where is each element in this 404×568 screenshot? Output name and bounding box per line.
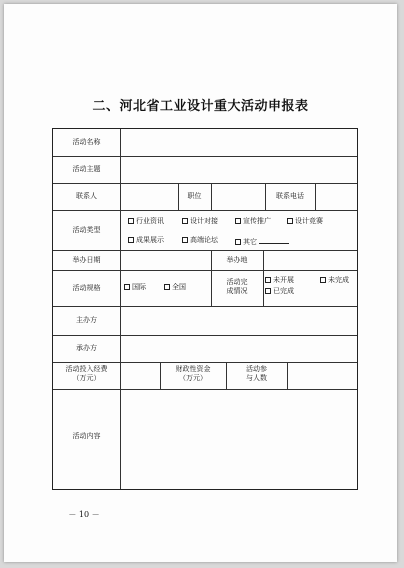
row-divider — [53, 183, 357, 184]
fiscal-funds-label-line1: 财政性资金 — [175, 365, 211, 373]
type-option-promotion[interactable]: 宣传推广 — [235, 217, 271, 226]
column-divider — [263, 250, 264, 306]
status-option-not-started[interactable]: 未开展 — [265, 276, 294, 285]
checkbox-icon — [182, 218, 188, 224]
status-label-line1: 活动完 — [226, 278, 248, 286]
other-blank-line[interactable] — [259, 236, 289, 244]
type-option-design-matching[interactable]: 设计对接 — [182, 217, 218, 226]
type-option-industry-info[interactable]: 行业资讯 — [128, 217, 164, 226]
organizer-label: 承办方 — [76, 344, 97, 352]
document-page — [4, 4, 397, 562]
type-option-achievement-display[interactable]: 成果展示 — [128, 236, 164, 245]
scale-option-international[interactable]: 国际 — [124, 283, 146, 292]
checkbox-icon — [235, 218, 241, 224]
checkbox-icon — [128, 218, 134, 224]
row-divider — [53, 335, 357, 336]
checkbox-icon — [320, 277, 326, 283]
venue-label: 举办地 — [226, 256, 248, 264]
row-divider — [53, 389, 357, 390]
contact-label: 联系人 — [76, 192, 97, 200]
investment-label-line1: 活动投入经费 — [65, 365, 108, 373]
row-divider — [53, 270, 357, 271]
type-option-design-competition[interactable]: 设计竞赛 — [287, 217, 323, 226]
checkbox-icon — [164, 284, 170, 290]
host-label: 主办方 — [76, 316, 97, 324]
participants-label-line1: 活动参 — [246, 365, 267, 373]
application-form-table — [52, 128, 358, 490]
participants-label-line2: 与人数 — [246, 374, 267, 382]
activity-name-label: 活动名称 — [72, 138, 101, 146]
activity-theme-label: 活动主题 — [72, 165, 101, 173]
date-label: 举办日期 — [72, 256, 101, 264]
position-label: 职位 — [187, 192, 202, 200]
type-option-other[interactable]: 其它 — [235, 236, 289, 247]
column-divider — [315, 183, 316, 210]
scale-label: 活动规格 — [72, 284, 101, 292]
activity-type-label: 活动类型 — [72, 226, 101, 234]
fiscal-funds-label-line2: （万元） — [179, 374, 207, 382]
type-option-high-end-forum[interactable]: 高端论坛 — [182, 236, 218, 245]
page-number: － 10 － — [68, 510, 100, 519]
row-divider — [53, 156, 357, 157]
status-option-not-completed[interactable]: 未完成 — [320, 276, 349, 285]
phone-label: 联系电话 — [276, 192, 304, 200]
scale-option-national[interactable]: 全国 — [164, 283, 186, 292]
checkbox-icon — [265, 288, 271, 294]
checkbox-icon — [128, 237, 134, 243]
row-divider — [53, 362, 357, 363]
status-option-completed[interactable]: 已完成 — [265, 287, 294, 296]
status-label-line2: 成情况 — [226, 287, 248, 295]
checkbox-icon — [235, 239, 241, 245]
checkbox-icon — [265, 277, 271, 283]
form-title: 二、河北省工业设计重大活动申报表 — [92, 99, 309, 114]
column-divider — [287, 362, 288, 389]
checkbox-icon — [124, 284, 130, 290]
column-divider — [211, 183, 212, 210]
checkbox-icon — [287, 218, 293, 224]
column-divider — [120, 129, 121, 489]
row-divider — [53, 210, 357, 211]
content-label: 活动内容 — [72, 432, 101, 440]
row-divider — [53, 306, 357, 307]
checkbox-icon — [182, 237, 188, 243]
row-divider — [53, 250, 357, 251]
investment-label-line2: （万元） — [72, 374, 101, 382]
